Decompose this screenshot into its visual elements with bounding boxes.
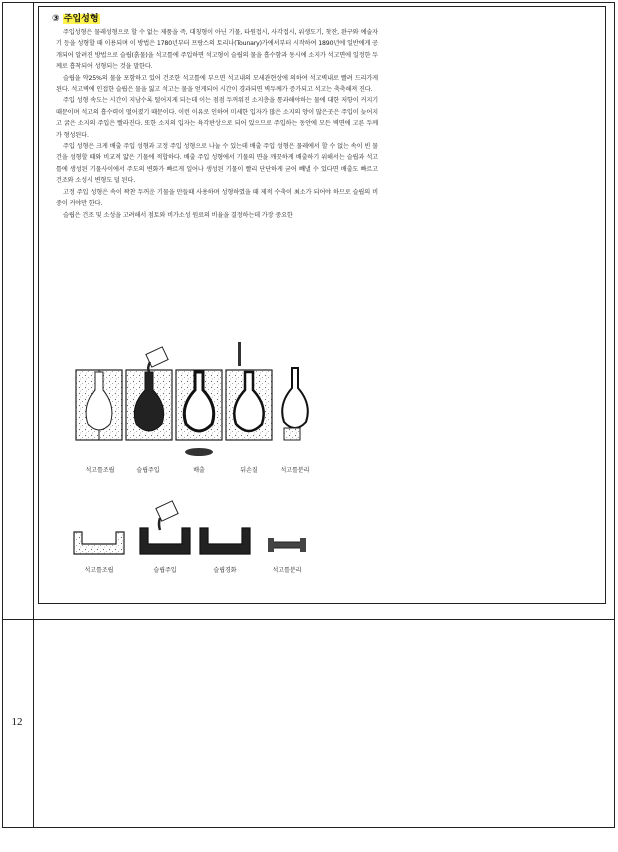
mold-separation-drawing — [282, 368, 308, 440]
paragraph: 슬립은 건조 및 소성을 고려해서 점토와 비가소성 원료의 비율을 결정하는데 가장 중요한 — [63, 211, 293, 219]
paragraph: 주입 성형 속도는 시간이 지남수록 떨어지게 되는데 이는 점점 두꺼워진 소지층을 통과해야하는 물에 대한 저항이 커지기 때문이며 석고의 흡수력이 떨어졌기 때문이다. 이런 이유로 인하여 미세한 입자가 많은 소지의 양이 많은곳은 주입이 늦어지고 굵은 소지의 주입은 빨라진다. 또한 소지의 입자는 육각판상으로 되어 있으므로 주입하는 동안에 모든 벽면에 고른 두께가 형성된다. — [56, 97, 378, 139]
row-divider — [2, 619, 615, 620]
column-divider — [33, 2, 34, 828]
caption: 슬립주입 — [153, 567, 177, 574]
mold-assembly-drawing — [76, 370, 122, 440]
slip-hardening-drawing — [200, 528, 250, 554]
section-heading — [52, 11, 100, 24]
paragraph: 주입 성형은 크게 배출 주입 성형과 고정 주입 성형으로 나눌 수 있는데 배출 주입 성형은 물레에서 할 수 없는 속이 빈 물건을 성형할 때와 비교적 얇은 기물에 적합하다. 배출 주입 성형에서 기물의 면을 깨끗하게 배출하기 위해서는 슬립과 석고틀에 생성된 기물사이에서 주도의 변화가 빠르게 일어나 생성된 기물이 빨리 단단하게 굳어 빼낼 수 있다면 배출도 빠르고 건조와 소성시 변형도 덜 된다. — [56, 143, 378, 185]
caption: 석고틀조립 — [84, 567, 114, 574]
caption: 뒤손질 — [240, 467, 258, 474]
caption: 배출 — [193, 467, 205, 474]
row1-captions — [86, 466, 310, 474]
row-number: 12 — [11, 716, 23, 728]
trimming-drawing — [226, 342, 272, 440]
caption: 슬립경화 — [213, 567, 237, 574]
solid-slip-pouring-drawing — [140, 501, 190, 554]
solid-separation-drawing — [268, 538, 306, 552]
paragraph: 슬립을 약25%의 물을 포함하고 있어 건조한 석고틀에 부으면 석고내의 모세관현상에 의하여 석고벽내로 빨려 드리가게 된다. 석고벽에 인접한 슬립은 물을 잃고 석고는 물을 얻게되어 시간이 경과되면 벽두께가 증가되고 석고는 축축해져 진다. — [56, 74, 378, 94]
section-title: 주입성형 — [63, 14, 99, 24]
paragraph: 고정 주입 성형은 속이 꽉찬 두꺼운 기물을 만들때 사용하며 성형하였을 때 제적 수축이 최소가 되어야 하므로 슬립의 비중이 커야만 한다. — [56, 188, 378, 208]
solid-mold-assembly-drawing — [74, 532, 124, 554]
caption: 석고틀분리 — [280, 467, 310, 474]
section-marker: ③ — [52, 14, 60, 24]
caption: 슬립주입 — [136, 467, 160, 474]
draining-drawing — [176, 370, 222, 456]
body-text — [56, 27, 378, 221]
caption: 석고틀분리 — [272, 567, 302, 574]
slip-pouring-drawing — [126, 347, 172, 440]
row2-captions — [85, 566, 302, 574]
paragraph: 주입성형은 물레성형으로 할 수 없는 제품을 즉, 대칭형이 아닌 기물, 타원접시, 사각접시, 위생도기, 찻잔, 완구와 예술자기 등을 성형할 때 이용되며 이 방법은 1780년부터 프랑스의 토리나(Tounary)가에서부터 시작하여 1890년에 일반에게 공개되어 알려진 방법으로 슬립(흙물)을 석고틀에 주입하면 석고형이 슬립의 물을 흡수함과 동시에 소지가 석고면에 일정한 두께로 흡착되어 성형되는 것을 말한다. — [56, 29, 378, 71]
slip-casting-illustration — [60, 332, 380, 592]
caption: 석고틀조립 — [85, 467, 115, 474]
slip-casting-figure — [60, 332, 380, 592]
